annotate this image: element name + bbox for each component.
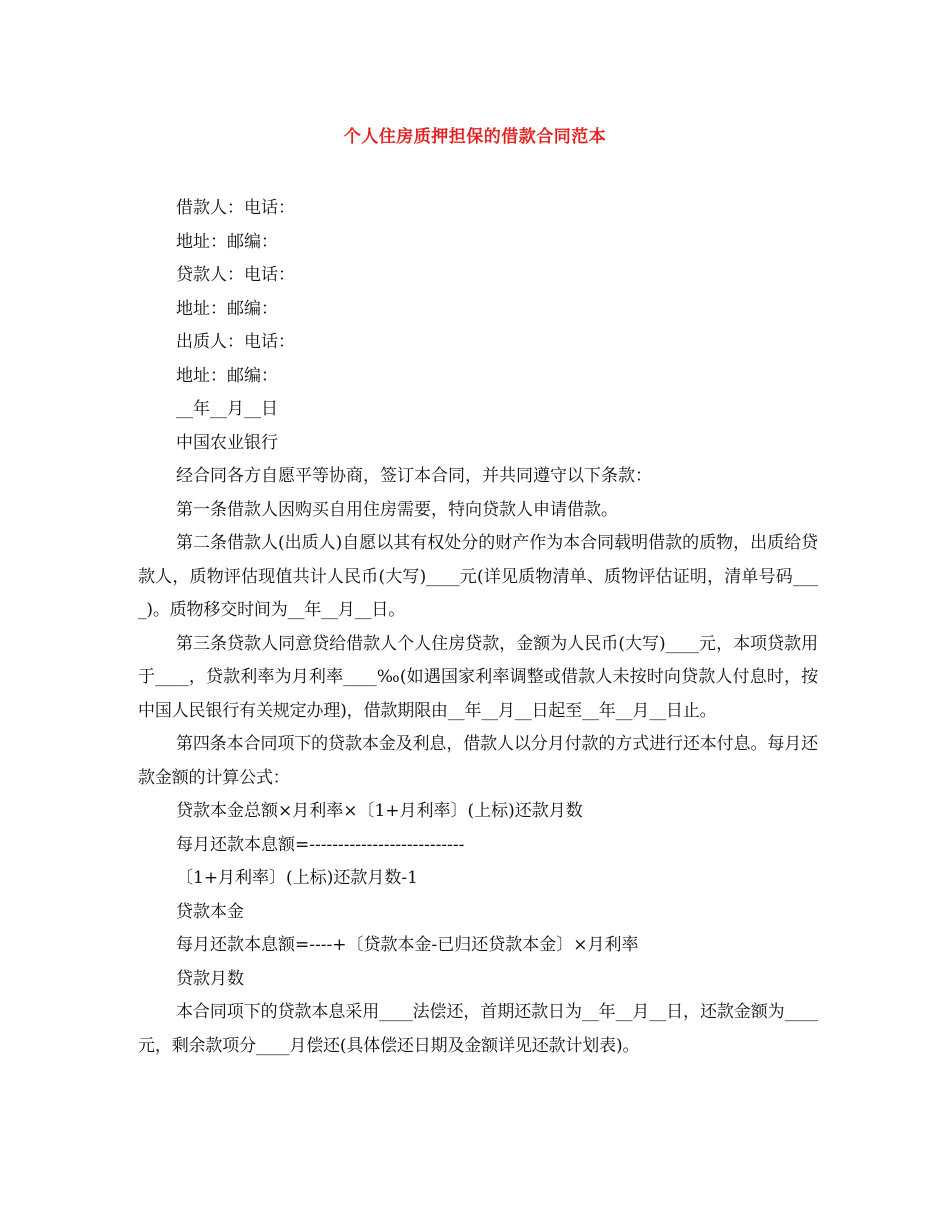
paragraph-pledgor-address: 地址：邮编： bbox=[176, 365, 278, 386]
formula2-line-denominator: 贷款月数 bbox=[176, 968, 244, 989]
paragraph-borrower-address: 地址：邮编： bbox=[176, 231, 278, 252]
paragraph-repayment-terms: 本合同项下的贷款本息采用____法偿还，首期还款日为__年__月__日，还款金额为____元，剩余款项分____月偿还(具体偿还日期及金额详见还款计划表)。 bbox=[138, 1002, 818, 1056]
formula2-line-equal: 每月还款本息额=----+〔贷款本金-已归还贷款本金〕×月利率 bbox=[176, 935, 639, 955]
paragraph-date: __年__月__日 bbox=[176, 399, 278, 419]
paragraph-article-1: 第一条借款人因购买自用住房需要，特向贷款人申请借款。 bbox=[176, 499, 618, 520]
document-title: 个人住房质押担保的借款合同范本 bbox=[343, 127, 607, 147]
paragraph-article-4: 第四条本合同项下的贷款本金及利息，借款人以分月付款的方式进行还本付息。每月还款金额的计算公式： bbox=[138, 734, 818, 788]
paragraph-lender-address: 地址：邮编： bbox=[176, 298, 278, 319]
paragraph-pledgor-phone: 出质人：电话： bbox=[176, 332, 295, 352]
paragraph-article-2: 第二条借款人(出质人)自愿以其有权处分的财产作为本合同载明借款的质物，出质给贷款人，质物评估现值共计人民币(大写)____元(详见质物清单、质物评估证明，清单号码____)。质物移交时间为__年__月__日。 bbox=[138, 533, 818, 620]
document-body bbox=[138, 192, 818, 1063]
formula-line-equal: 每月还款本息额=--------------------------- bbox=[176, 834, 465, 855]
formula-line-numerator: 贷款本金总额×月利率×〔1+月利率〕(上标)还款月数 bbox=[176, 801, 583, 821]
paragraph-bank-name: 中国农业银行 bbox=[176, 432, 278, 453]
paragraph-preamble: 经合同各方自愿平等协商，签订本合同，并共同遵守以下条款： bbox=[176, 466, 652, 486]
formula-line-denominator: 〔1+月利率〕(上标)还款月数-1 bbox=[176, 868, 418, 888]
paragraph-borrower-phone: 借款人：电话： bbox=[176, 198, 295, 218]
paragraph-lender-phone: 贷款人：电话： bbox=[176, 265, 295, 285]
paragraph-article-3: 第三条贷款人同意贷给借款人个人住房贷款，金额为人民币(大写)____元，本项贷款用于____，贷款利率为月利率____‰(如遇国家利率调整或借款人未按时向贷款人付息时，按中国人民银行有关规定办理)，借款期限由__年__月__日起至__年__月__日止。 bbox=[138, 633, 818, 721]
formula2-line-numerator: 贷款本金 bbox=[176, 901, 244, 922]
